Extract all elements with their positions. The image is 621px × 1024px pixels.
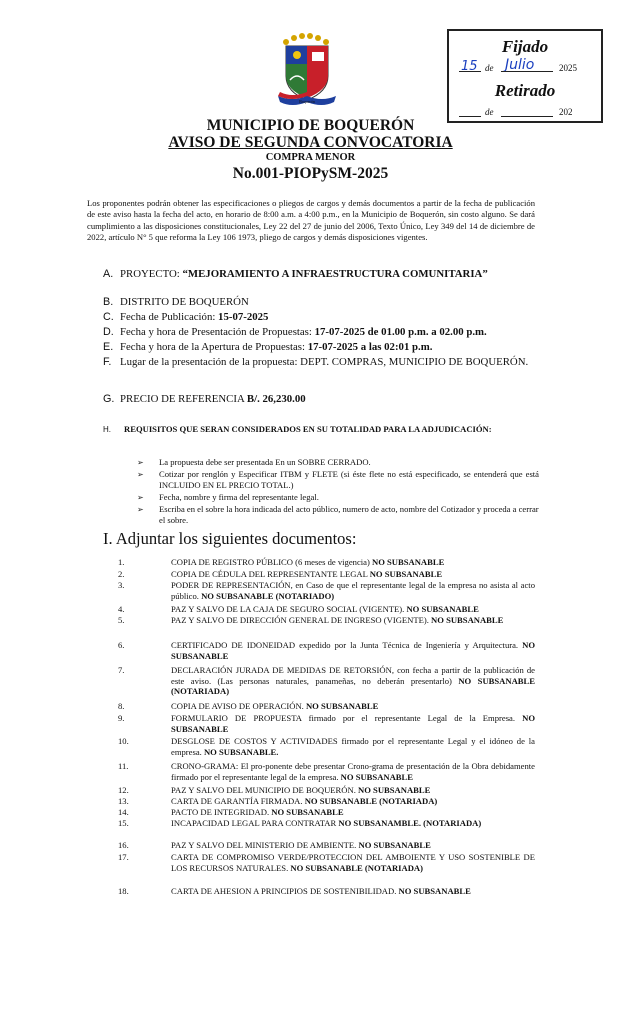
municipal-coat-of-arms (272, 30, 342, 110)
item-c: C. Fecha de Publicación: 15-07-2025 (103, 311, 269, 323)
documento-item (118, 665, 538, 698)
item-a: A. PROYECTO: “MEJORAMIENTO A INFRAESTRUCTURA COMUNITARIA” (103, 268, 488, 280)
compra-subtitle: COMPRA MENOR (265, 152, 356, 163)
item-h: H. REQUISITOS QUE SERAN CONSIDERADOS EN SU TOTALIDAD PARA LA ADJUDICACIÓN: (103, 424, 492, 434)
documento-number: 18. (118, 886, 129, 896)
documento-text: COPIA DE REGISTRO PÚBLICO (6 meses de vigencia) (171, 557, 372, 567)
documento-number: 8. (118, 701, 125, 711)
requisito-item: ➢ Cotizar por renglón y Especificar ITBM y FLETE (si éste flete no está especificado, se entenderá que está INCLUIDO EN EL PRECIO TOTAL.) (137, 469, 539, 490)
documento-condition: NO SUBSANABLE (398, 886, 471, 896)
documento-number: 7. (118, 665, 125, 675)
documento-item (118, 736, 538, 758)
documento-number: 5. (118, 615, 125, 625)
documento-condition: NO SUBSANABLE (171, 713, 535, 734)
documento-item (118, 557, 538, 568)
documento-condition: NO SUBSANABLE (NOTARIADA) (304, 796, 438, 806)
documento-text: FORMULARIO DE PROPUESTA firmado por el representante Legal de la Empresa. (171, 713, 523, 723)
municipio-title: MUNICIPIO DE BOQUERÓN (206, 117, 415, 134)
item-b: B. DISTRITO DE BOQUERÓN (103, 296, 249, 308)
documento-item (118, 761, 538, 783)
documento-number: 4. (118, 604, 125, 614)
documento-item (118, 886, 538, 897)
documento-number: 11. (118, 761, 129, 771)
documento-number: 1. (118, 557, 125, 567)
documento-item (118, 840, 538, 851)
documento-condition: NO SUBSANABLE (406, 604, 479, 614)
intro-paragraph: Los proponentes podrán obtener las especificaciones o pliegos de cargos y demás documentos a partir de la fecha de publicación de este aviso hasta la fecha del acto, en horario de 8:00 a.m. a 4:00 p.m., en la Municipio de Boquerón, sin costo alguno. Se dará cumplimiento a las disposiciones constitucionales, Ley 22 del 27 de junio del 2006, Texto Único, Ley 349 del 14 de diciembre de 2022, artículo N° 5 que reforma la Ley 106 1973, pliego de cargos y demás disposiciones vigentes. (87, 198, 535, 242)
documento-text: PAZ Y SALVO DE DIRECCIÓN GENERAL DE INGRESO (VIGENTE). (171, 615, 432, 625)
documento-text: INCAPACIDAD LEGAL PARA CONTRATAR (171, 818, 339, 828)
documento-item (118, 852, 538, 885)
documento-condition: NO SUBSANABLE (NOTARIADA) (290, 862, 423, 873)
documento-condition: NO SUBSANABLE (305, 701, 379, 711)
aviso-title: AVISO DE SEGUNDA CONVOCATORIA (168, 134, 453, 151)
documento-item (118, 713, 538, 735)
documento-text: CARTA DE AHESION A PRINCIPIOS DE SOSTENIBILIDAD. (171, 886, 399, 896)
documento-condition: NO SUBSANABLE (271, 807, 344, 817)
documento-item (118, 615, 538, 637)
stamp-month: Julio (505, 57, 535, 73)
stamp-fijado: Fijado (501, 37, 549, 56)
documento-item (118, 785, 538, 796)
documento-number: 15. (118, 818, 129, 828)
documento-condition: NO SUBSANABLE. (203, 746, 279, 757)
documento-text: PODER DE REPRESENTACIÓN, en Caso de que el representante legal de la empresa no asista al acto público. (171, 580, 535, 601)
documento-text: CRONO-GRAMA: El pro-ponente debe presentar Crono-grama de presentación de la Obra debidamente firmado por el representante legal de la empresa. (171, 761, 535, 782)
documento-condition: NO SUBSANABLE (171, 640, 535, 661)
documento-text: COPIA DE CÉDULA DEL REPRESENTANTE LEGAL (171, 569, 370, 579)
documento-condition: NO SUBSANABLE (NOTARIADO) (201, 590, 335, 601)
documento-condition: NO SUBSANABLE (340, 771, 414, 782)
documento-item (118, 796, 538, 807)
documento-item (118, 604, 538, 615)
documento-item (118, 569, 538, 580)
documento-item (118, 701, 538, 712)
documento-text: PACTO DE INTEGRIDAD. (171, 807, 272, 817)
documento-condition: NO SUBSANABLE (NOTARIADA) (171, 675, 535, 697)
documento-condition: NO SUBSANABLE (369, 569, 443, 579)
item-f: F. Lugar de la presentación de la propuesta: DEPT. COMPRAS, MUNICIPIO DE BOQUERÓN. (103, 356, 529, 368)
documento-text: DESGLOSE DE COSTOS Y ACTIVIDADES firmado por el representante Legal y el idóneo de la empresa. (171, 736, 535, 757)
item-e: E. Fecha y hora de la Apertura de Propuestas: 17-07-2025 a las 02:01 p.m. (103, 341, 433, 353)
documento-text: DECLARACIÓN JURADA DE MEDIDAS DE RETORSIÓN, con fecha a partir de la publicación de este aviso. (Las personas naturales, panameñas, no deberán presentarlo) (171, 665, 535, 686)
numero-title: No.001-PIOPySM-2025 (232, 165, 389, 182)
documento-text: CARTA DE GARANTÍA FIRMADA. (171, 796, 305, 806)
documento-number: 12. (118, 785, 129, 795)
documento-text: COPIA DE AVISO DE OPERACIÓN. (171, 701, 306, 711)
item-d: D. Fecha y hora de Presentación de Propuestas: 17-07-2025 de 01.00 p.m. a 02.00 p.m. (103, 326, 487, 338)
documento-condition: NO SUBSANABLE (371, 557, 445, 567)
requisito-item: ➢ Fecha, nombre y firma del representante legal. (137, 492, 319, 502)
documento-condition: NO SUBSANABLE (358, 840, 431, 850)
documento-number: 10. (118, 736, 129, 746)
documento-text: PAZ Y SALVO DE LA CAJA DE SEGURO SOCIAL (VIGENTE). (171, 604, 407, 614)
requisito-item: ➢ La propuesta debe ser presentada En un SOBRE CERRADO. (137, 457, 371, 467)
requisito-item: ➢ Escriba en el sobre la hora indicada del acto público, numero de acto, nombre del Cotizador y proceda a cerrar el sobre. (137, 504, 539, 525)
section-i-heading: I. Adjuntar los siguientes documentos: (103, 529, 357, 548)
documento-number: 16. (118, 840, 129, 850)
documento-item (118, 818, 538, 840)
documento-text: CARTA DE COMPROMISO VERDE/PROTECCION DEL AMBOIENTE Y USO SOSTENIBLE DE LOS RECURSOS NATURALES. (171, 852, 535, 873)
seal-caption: Boquerón (299, 99, 315, 104)
stamp-retirado: Retirado (494, 81, 556, 100)
documento-text: CERTIFICADO DE IDONEIDAD expedido por la Junta Técnica de Ingeniería y Arquitectura. (171, 640, 523, 650)
documento-condition: NO SUBSANAMBLE. (NOTARIADA) (338, 818, 482, 828)
documento-number: 9. (118, 713, 125, 723)
documento-number: 3. (118, 580, 125, 590)
item-g: G. PRECIO DE REFERENCIA B/. 26,230.00 (103, 393, 306, 405)
documento-condition: NO SUBSANABLE (358, 785, 431, 795)
documento-text: PAZ Y SALVO DEL MUNICIPIO DE BOQUERÓN. (171, 785, 359, 795)
documento-number: 2. (118, 569, 125, 579)
documento-text: PAZ Y SALVO DEL MINISTERIO DE AMBIENTE. (171, 840, 359, 850)
documento-number: 17. (118, 852, 129, 862)
documento-number: 6. (118, 640, 125, 650)
documento-number: 13. (118, 796, 129, 806)
documento-item (118, 640, 538, 662)
fijado-stamp: Fijado 15 de Julio 2025 Retirado de 202 (447, 29, 603, 123)
stamp-day: 15 (461, 59, 478, 74)
documento-number: 14. (118, 807, 129, 817)
documento-condition: NO SUBSANABLE (431, 615, 504, 625)
documento-item (118, 580, 538, 602)
documento-item (118, 807, 538, 818)
